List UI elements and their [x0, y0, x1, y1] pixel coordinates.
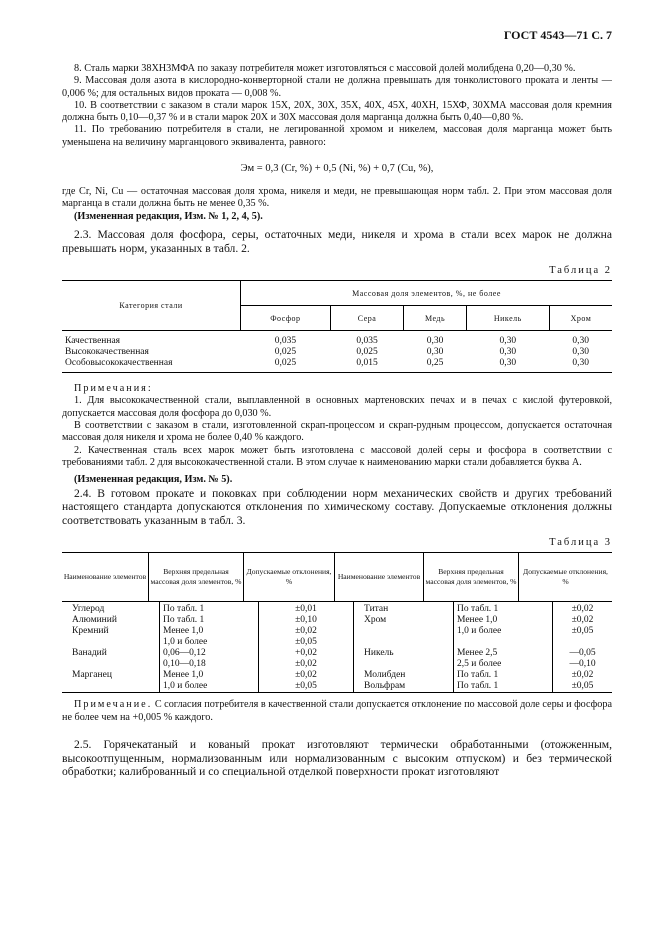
table-row	[62, 615, 612, 626]
paragraph-8: 8. Сталь марки 38ХН3МФА по заказу потребителя может изготовляться с массовой долей молибдена 0,20—0,30 %.	[74, 63, 576, 74]
table-3: Наименование элементов Верхняя предельная массовая доля элементов, % Допускаемые отклонения, % Наименование элементов Верхняя предельная массовая доля элементов, % Допускаемые отклонения, %	[62, 552, 612, 602]
table-cell: Ванадий	[72, 648, 107, 659]
table-cell: 2,5 и более	[454, 659, 553, 670]
table-cell: Менее 2,5	[454, 648, 553, 659]
table-cell: ±0,10	[259, 615, 354, 626]
table2-col-sulfur: Сера	[330, 306, 404, 331]
table2-col-copper: Медь	[404, 306, 466, 331]
table-cell	[354, 637, 454, 648]
paragraph-2-3: 2.3. Массовая доля фосфора, серы, остаточных меди, никеля и хрома в стали всех марок не должна превышать норм, указанных в табл. 2.	[62, 227, 612, 255]
table-cell: По табл. 1	[454, 681, 553, 693]
table-row	[62, 659, 612, 670]
table-row	[62, 670, 612, 681]
table-cell: Марганец	[72, 670, 112, 681]
page	[62, 28, 612, 779]
table-cell: По табл. 1	[454, 670, 553, 681]
table-row	[62, 602, 612, 615]
paragraph-10: 10. В соответствии с заказом в стали марок 15Х, 20Х, 30Х, 35Х, 40Х, 45Х, 40ХН, 15ХФ, 30ХМА массовая доля кремния должна быть 0,10—0,37 % и в стали марок 20Х и 30Х массовая доля марганца должна быть 0,40—0,80 %.	[62, 99, 612, 124]
paragraph-2-5: 2.5. Горячекатаный и кованый прокат изготовляют термически обработанными (отожженным, высокоотпущенным, нормализованным или нормализованным с высоким отпуском) и без термической обработки; калиброванный и со специальной отделкой поверхности прокат изготовляют	[62, 737, 612, 779]
table-cell: Никель	[354, 648, 454, 659]
table-row	[62, 648, 612, 659]
table-cell	[553, 637, 613, 648]
table-cell: ±0,02	[259, 659, 354, 670]
table-2	[62, 280, 612, 373]
revision-note-1: (Измененная редакция, Изм. № 1, 2, 4, 5).	[74, 210, 263, 222]
table-cell: ±0,02	[259, 626, 354, 637]
table-cell: ±0,05	[553, 681, 613, 693]
table-cell: 1,0 и более	[160, 681, 259, 693]
revision-note-5: (Измененная редакция, Изм. № 5).	[74, 474, 233, 486]
page-header: ГОСТ 4543—71 С. 7	[503, 28, 612, 42]
note-3-text: С согласия потребителя в качественной стали допускается отклонение по массовой доле серы и фосфора не более чем на +0,005 % каждого.	[62, 699, 612, 723]
table-cell: Алюминий	[72, 615, 117, 626]
table-cell: Вольфрам	[354, 681, 454, 693]
table-cell: Молибден	[354, 670, 454, 681]
table-row	[62, 681, 612, 693]
table-cell: Менее 1,0	[454, 615, 553, 626]
table-row	[62, 637, 612, 648]
table-cell: Менее 1,0	[160, 670, 259, 681]
note-1: 1. Для высококачественной стали, выплавленной в основных мартеновских печах и в печах с кислой футеровкой, допускается массовая доля фосфора до 0,030 %.	[62, 395, 612, 419]
table-cell: 1,0 и более	[160, 637, 259, 648]
paragraph-11: 11. По требованию потребителя в стали, не легированной хромом и никелем, массовая доля марганца может быть уменьшена на величину марганцового эквивалента, равного:	[62, 124, 612, 148]
table-cell: ±0,05	[259, 681, 354, 693]
note-1-cont: В соответствии с заказом в стали, изготовленной скрап-процессом и скрап-рудным процессом, допускается остаточная массовая доля никеля и хрома не более 0,40 % каждого.	[62, 420, 612, 444]
table-cell: 0,10—0,18	[160, 659, 259, 670]
table2-col-group: Массовая доля элементов, %, не более	[241, 281, 613, 306]
table-cell: ±0,02	[553, 615, 613, 626]
table2-col-category: Категория стали	[62, 281, 241, 331]
notes-title: Примечания:	[74, 383, 153, 395]
table2-caption: Таблица 2	[549, 265, 612, 277]
table-cell	[354, 626, 454, 637]
table-cell: ±0,02	[259, 670, 354, 681]
formula: Эм = 0,3 (Cr, %) + 0,5 (Ni, %) + 0,7 (Cu, %),	[240, 163, 434, 175]
table2-col-nickel: Никель	[466, 306, 549, 331]
table-cell: 1,0 и более	[454, 626, 553, 637]
table-cell: —0,05	[553, 648, 613, 659]
note-3-label: Примечание.	[74, 699, 153, 711]
table-cell: По табл. 1	[454, 602, 553, 615]
table-cell: Хром	[354, 615, 454, 626]
table-cell: ±0,02	[553, 670, 613, 681]
table-row	[62, 626, 612, 637]
table-cell: ±0,05	[259, 637, 354, 648]
table-cell: Углерод	[72, 604, 105, 615]
note-3	[62, 699, 612, 724]
table-row: Высококачественная 0,025 0,025 0,30 0,30 0,30	[65, 347, 590, 358]
table-cell: 0,06—0,12	[160, 648, 259, 659]
table-cell: Менее 1,0	[160, 626, 259, 637]
table-cell	[454, 637, 553, 648]
table-3-body	[62, 602, 612, 693]
paragraph-9: 9. Массовая доля азота в кислородно-конверторной стали не должна превышать для тонколистового проката и ленты — 0,006 %; для остальных видов проката — 0,008 %.	[62, 75, 612, 99]
table-cell	[354, 659, 454, 670]
table-cell: —0,10	[553, 659, 613, 670]
table-cell: Кремний	[72, 626, 109, 637]
note-2: 2. Качественная сталь всех марок может быть изготовлена с массовой долей серы и фосфора в соответствии с требованиями табл. 2 для высококачественной стали. В этом случае к наименованию марки стали добавляется буква А.	[62, 444, 612, 468]
table-cell: ±0,02	[553, 602, 613, 615]
table-cell	[62, 681, 160, 693]
table-cell: Титан	[354, 602, 454, 615]
table-cell: По табл. 1	[160, 615, 259, 626]
table-cell: ±0,05	[553, 626, 613, 637]
formula-explanation: где Cr, Ni, Cu — остаточная массовая доля хрома, никеля и меди, не превышающая норм табл. 2. При этом массовая доля марганца в стали должна быть не менее 0,35 %.	[62, 186, 612, 210]
table-cell: +0,02	[259, 648, 354, 659]
table-row: Особовысококачественная 0,025 0,015 0,25 0,30 0,30	[62, 358, 612, 373]
table-cell	[62, 659, 160, 670]
table2-col-phosphorus: Фосфор	[241, 306, 331, 331]
table-cell: ±0,01	[259, 602, 354, 615]
table-cell	[62, 637, 160, 648]
table-cell: По табл. 1	[160, 602, 259, 615]
table2-col-chromium: Хром	[549, 306, 612, 331]
paragraph-2-4: 2.4. В готовом прокате и поковках при соблюдении норм механических свойств и других требований настоящего стандарта допускаются отклонения по химическому составу. Допускаемые отклонения должны соответствовать указанным в табл. 3.	[62, 486, 612, 527]
table-row: Качественная 0,035 0,035 0,30 0,30 0,30	[65, 336, 590, 347]
table3-caption: Таблица 3	[549, 537, 612, 549]
